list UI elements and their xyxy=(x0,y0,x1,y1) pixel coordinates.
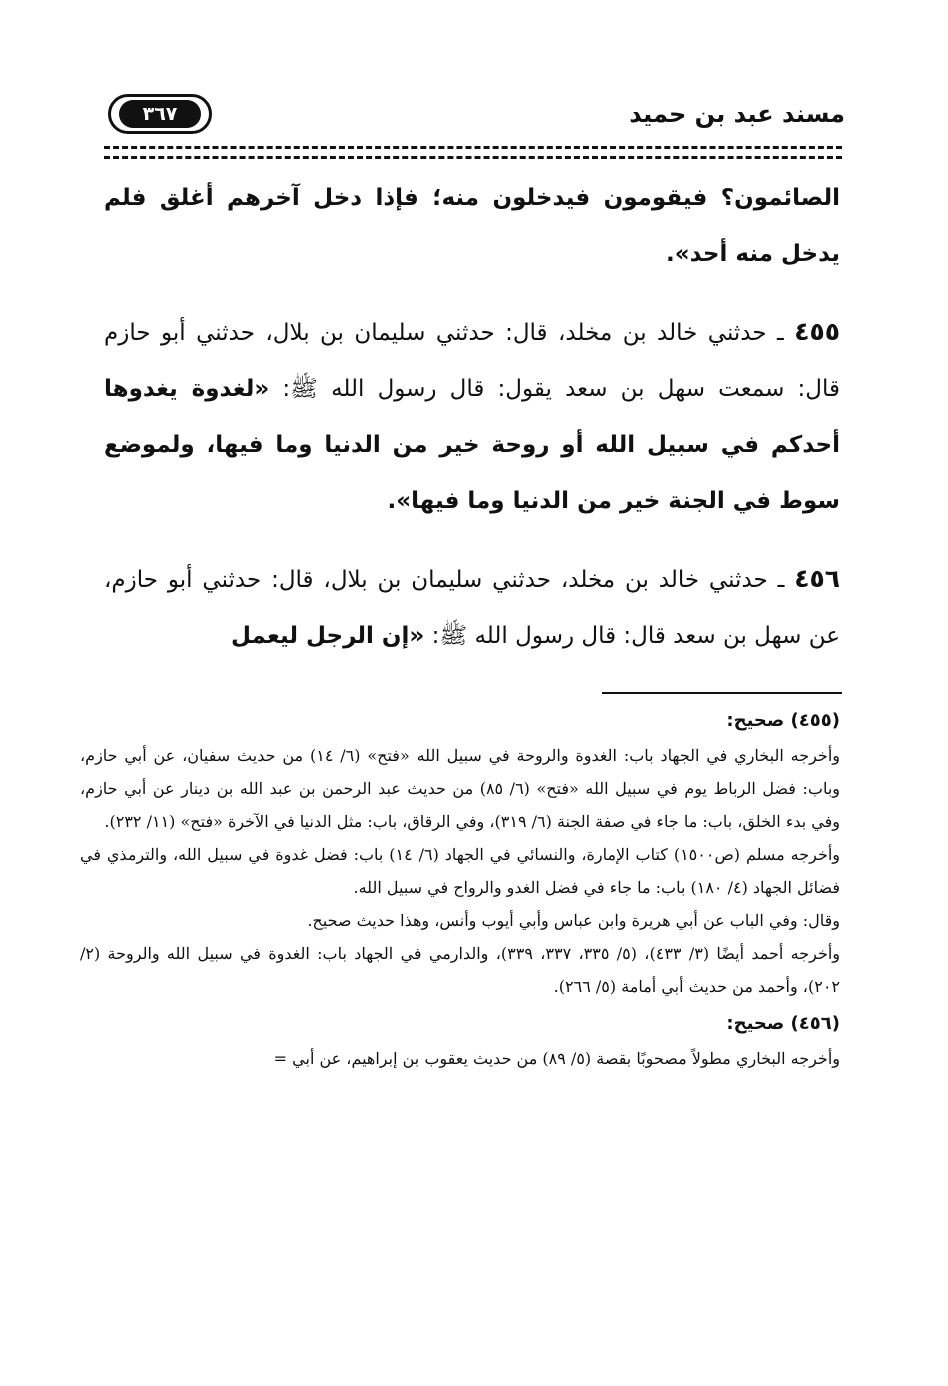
hadith-number: ٤٥٥ xyxy=(794,317,840,346)
page-header xyxy=(100,88,845,146)
footnote-paragraph: وأخرجه مسلم (ص١٥٠٠) كتاب الإمارة، والنسائي في الجهاد (٦/ ١٤) باب: فضل غدوة في سبيل الله، والترمذي في فضائل الجهاد (٤/ ١٨٠) باب: ما جاء في فضل الغدو والرواح في سبيل الله. xyxy=(80,845,841,897)
footnotes xyxy=(80,700,840,1075)
footnote-paragraph: وقال: وفي الباب عن أبي هريرة وابن عباس وأبي أيوب وأنس، وهذا حديث صحيح. xyxy=(307,911,840,930)
hadith-matn: «إن الرجل ليعمل xyxy=(231,623,425,649)
page-number: ٣٦٧ xyxy=(119,100,201,128)
running-title: مسند عبد بن حميد xyxy=(629,100,845,128)
hadith-matn: «لغدوة يغدوها أحدكم في سبيل الله أو روحة خير من الدنيا وما فيها، ولموضع سوط في الجنة خير من الدنيا وما فيها». xyxy=(104,376,840,514)
footnote-heading-455: (٤٥٥) صحيح: xyxy=(726,710,840,731)
footnote-paragraph: وأخرجه البخاري في الجهاد باب: الغدوة والروحة في سبيل الله «فتح» (٦/ ١٤) من حديث سفيان، عن أبي حازم، وباب: فضل الرباط يوم في سبيل الله «فتح» (٦/ ٨٥) من حديث عبد الرحمن بن عبد الله بن دينار عن أبي حازم، وفي بدء الخلق، باب: ما جاء في صفة الجنة (٦/ ٣١٩)، وفي الرقاق، باب: مثل الدنيا في الآخرة «فتح» (١١/ ٢٣٢). xyxy=(80,746,841,831)
footnote-paragraph: وأخرجه أحمد أيضًا (٣/ ٤٣٣)، (٥/ ٣٣٥، ٣٣٧، ٣٣٩)، والدارمي في الجهاد باب: الغدوة في سبيل الله والروحة (٢/ ٢٠٢)، وأحمد من حديث أبي أمامة (٥/ ٢٦٦). xyxy=(80,944,841,996)
header-rule-top xyxy=(104,146,842,149)
main-text xyxy=(104,170,840,686)
hadith-456 xyxy=(104,551,840,664)
footnote-heading-456: (٤٥٦) صحيح: xyxy=(726,1013,840,1034)
page-number-badge xyxy=(108,94,212,134)
footnote-divider xyxy=(602,692,842,694)
continued-hadith-text: الصائمون؟ فيقومون فيدخلون منه؛ فإذا دخل آخرهم أغلق فلم يدخل منه أحد». xyxy=(104,185,840,267)
hadith-number: ٤٥٦ xyxy=(794,564,840,593)
hadith-455 xyxy=(104,304,840,529)
header-rule-bottom xyxy=(104,156,842,159)
hadith-isnad: ـ حدثني خالد بن مخلد، قال: حدثني سليمان بن بلال، حدثني أبو حازم قال: سمعت سهل بن سعد يقول: قال رسول الله ﷺ: xyxy=(104,320,840,402)
hadith-isnad: ـ حدثني خالد بن مخلد، حدثني سليمان بن بلال، قال: حدثني أبو حازم، عن سهل بن سعد قال: قال رسول الله ﷺ: xyxy=(104,567,840,649)
footnote-paragraph: وأخرجه البخاري مطولاً مصحوبًا بقصة (٥/ ٨٩) من حديث يعقوب بن إبراهيم، عن أبي = xyxy=(273,1049,840,1068)
